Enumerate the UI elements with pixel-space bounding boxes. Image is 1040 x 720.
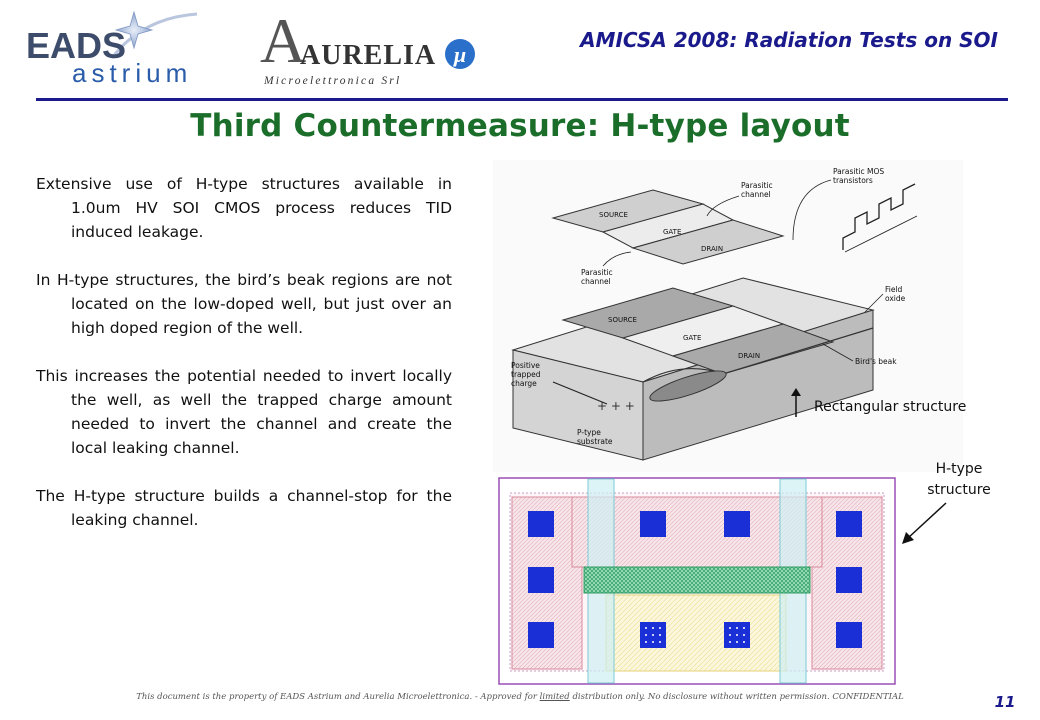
contact — [528, 622, 554, 648]
htype-caption-line2: structure — [927, 482, 991, 498]
presentation-header-title: AMICSA 2008: Radiation Tests on SOI — [580, 28, 998, 52]
contact — [640, 511, 666, 537]
footer-text-underlined: limited — [539, 692, 570, 702]
rectangular-structure-caption: Rectangular structure — [814, 399, 967, 415]
aurelia-big-letter: A — [260, 12, 307, 76]
astrium-wordmark: astrium — [72, 58, 193, 88]
aurelia-subtitle: Microelettronica Srl — [264, 75, 402, 87]
confidentiality-footer — [100, 692, 940, 702]
mu-icon: µ — [453, 42, 467, 67]
n-plus-implant — [606, 595, 786, 671]
contact — [528, 567, 554, 593]
gate-crossbar — [584, 567, 810, 593]
page-number: 11 — [994, 693, 1016, 711]
contact — [836, 567, 862, 593]
trapped-charge-marks: + + + — [597, 399, 635, 413]
arrow-diagonal-icon — [900, 500, 950, 545]
header-divider — [36, 98, 1008, 101]
label-parasitic-mos-a: Parasitic MOS — [833, 167, 885, 176]
label-drain-bottom: DRAIN — [738, 352, 761, 360]
contact — [836, 622, 862, 648]
aurelia-logo — [258, 12, 483, 90]
label-parasitic-channel-2a: Parasitic — [581, 268, 613, 277]
paragraph-4: The H-type structure builds a channel-stop for the leaking channel. — [36, 487, 452, 529]
label-drain-top: DRAIN — [701, 245, 724, 253]
footer-text-before: This document is the property of EADS Astrium and Aurelia Microelettronica. - Approved for — [136, 692, 540, 702]
label-parasitic-mos-b: transistors — [833, 176, 873, 185]
label-birds-beak: Bird's beak — [855, 357, 897, 366]
contact — [724, 511, 750, 537]
paragraph-2: In H-type structures, the bird’s beak regions are not located on the low-doped well, but just over an high doped region of the well. — [36, 271, 452, 337]
htype-layout-figure — [498, 477, 896, 685]
label-parasitic-channel-1b: channel — [741, 190, 771, 199]
htype-caption-line1: H-type — [935, 461, 983, 477]
label-positive-a: Positive — [511, 361, 540, 370]
label-positive-c: charge — [511, 379, 537, 388]
label-gate-top: GATE — [663, 228, 682, 236]
label-positive-b: trapped — [511, 370, 541, 379]
label-ptype-b: substrate — [577, 437, 613, 446]
label-source-top: SOURCE — [599, 211, 628, 219]
label-gate-bottom: GATE — [683, 334, 702, 342]
eads-astrium-logo — [22, 10, 262, 90]
arrow-up-icon — [786, 388, 806, 418]
paragraph-1: Extensive use of H-type structures available in 1.0um HV SOI CMOS process reduces TID induced leakage. — [36, 175, 452, 241]
htype-structure-caption — [918, 459, 1000, 501]
body-text — [36, 172, 452, 556]
contact — [836, 511, 862, 537]
contact — [528, 511, 554, 537]
label-parasitic-channel-2b: channel — [581, 277, 611, 286]
label-parasitic-channel-1a: Parasitic — [741, 181, 773, 190]
rectangular-transistor-3d-figure — [493, 160, 963, 472]
label-ptype-a: P-type — [577, 428, 601, 437]
eads-wordmark: EADS — [26, 25, 127, 66]
label-source-bottom: SOURCE — [608, 316, 637, 324]
label-field-oxide-a: Field — [885, 285, 903, 294]
aurelia-wordmark: AURELIA — [300, 40, 437, 71]
label-field-oxide-b: oxide — [885, 294, 906, 303]
footer-text-after: distribution only. No disclosure without written permission. CONFIDENTIAL — [569, 692, 904, 702]
slide-title: Third Countermeasure: H-type layout — [190, 108, 850, 144]
paragraph-3: This increases the potential needed to invert locally the well, as well the trapped charge amount needed to invert the channel and create the local leaking channel. — [36, 367, 452, 457]
